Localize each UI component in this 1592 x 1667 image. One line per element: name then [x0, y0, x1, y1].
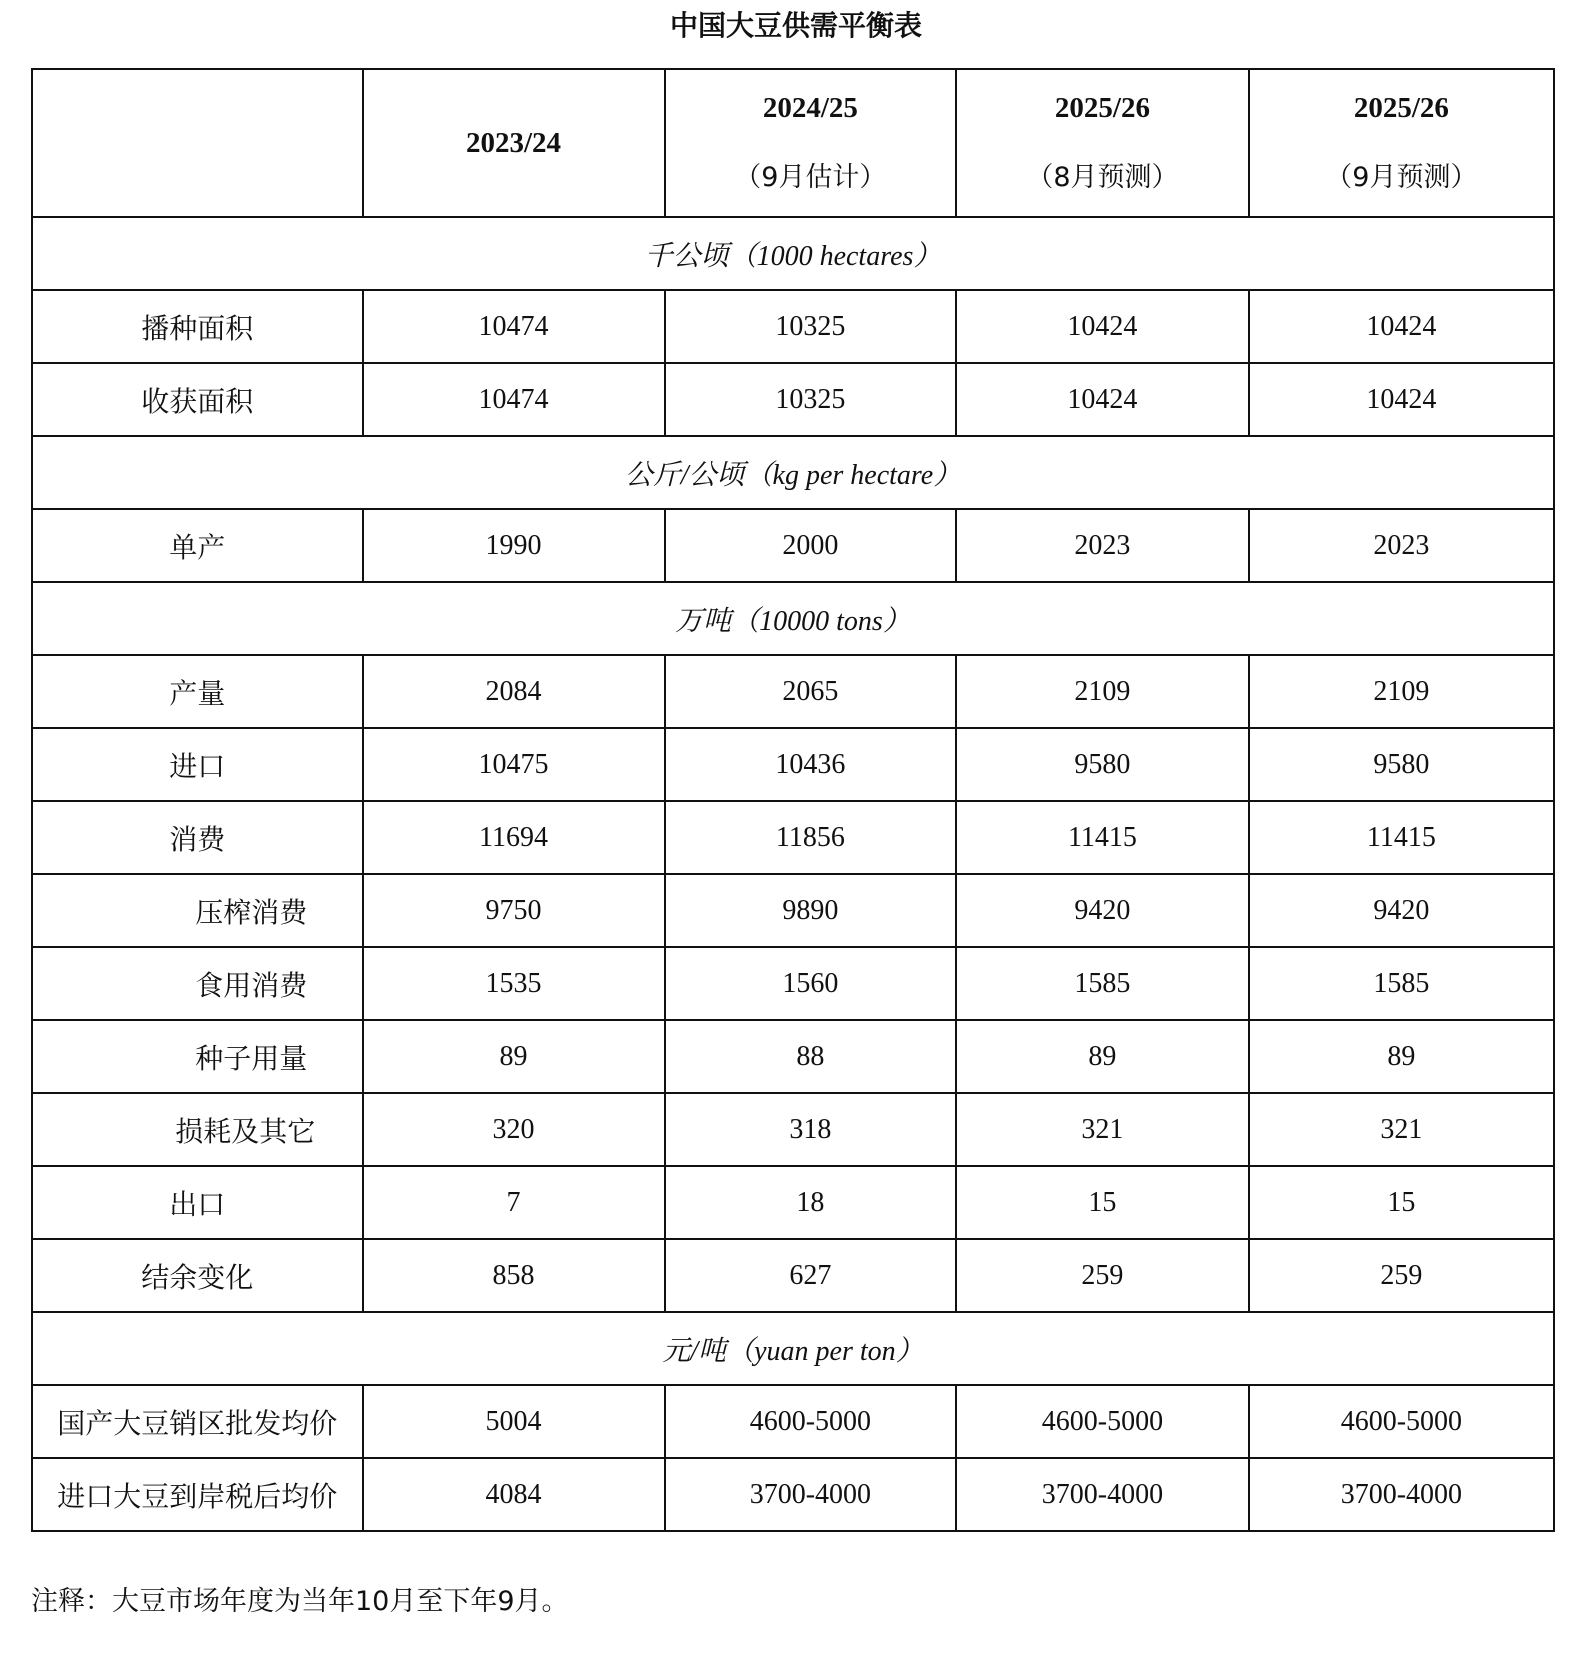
row-label: 消费	[32, 801, 363, 874]
table-cell: 15	[956, 1166, 1249, 1239]
column-subtitle: （8月预测）	[1026, 162, 1179, 193]
table-cell: 3700-4000	[1249, 1458, 1554, 1531]
column-header	[1249, 69, 1554, 217]
table-cell: 1990	[363, 509, 665, 582]
table-cell: 10325	[665, 290, 957, 363]
table-cell: 10474	[363, 290, 665, 363]
table-cell: 11856	[665, 801, 957, 874]
row-label: 出口	[32, 1166, 363, 1239]
column-year: 2023/24	[466, 126, 562, 159]
table-cell: 3700-4000	[956, 1458, 1249, 1531]
table-cell: 9420	[956, 874, 1249, 947]
table-cell: 2065	[665, 655, 957, 728]
row-label: 播种面积	[32, 290, 363, 363]
table-cell: 1585	[1249, 947, 1554, 1020]
table-row	[32, 1239, 1554, 1312]
table-cell: 4600-5000	[1249, 1385, 1554, 1458]
table-row	[32, 1385, 1554, 1458]
row-label: 种子用量	[32, 1020, 363, 1093]
table-row	[32, 1458, 1554, 1531]
table-cell: 5004	[363, 1385, 665, 1458]
table-cell: 9890	[665, 874, 957, 947]
column-header	[956, 69, 1249, 217]
row-label: 压榨消费	[32, 874, 363, 947]
table-cell: 9580	[956, 728, 1249, 801]
table-cell: 2000	[665, 509, 957, 582]
row-label: 进口大豆到岸税后均价	[32, 1458, 363, 1531]
row-label: 损耗及其它	[32, 1093, 363, 1166]
unit-row	[32, 217, 1554, 290]
table-cell: 858	[363, 1239, 665, 1312]
column-subtitle: （9月预测）	[1325, 162, 1478, 193]
table-row	[32, 874, 1554, 947]
table-cell: 4600-5000	[956, 1385, 1249, 1458]
table-cell: 2023	[956, 509, 1249, 582]
table-cell: 89	[363, 1020, 665, 1093]
table-cell: 2109	[956, 655, 1249, 728]
table-cell: 9420	[1249, 874, 1554, 947]
column-subtitle: （9月估计）	[734, 162, 887, 193]
table-row	[32, 363, 1554, 436]
table-cell: 18	[665, 1166, 957, 1239]
table-cell: 1535	[363, 947, 665, 1020]
table-cell: 1585	[956, 947, 1249, 1020]
table-cell: 4084	[363, 1458, 665, 1531]
table-row	[32, 947, 1554, 1020]
table-cell: 321	[956, 1093, 1249, 1166]
table-cell: 89	[1249, 1020, 1554, 1093]
table-row	[32, 655, 1554, 728]
table-cell: 321	[1249, 1093, 1554, 1166]
row-label: 国产大豆销区批发均价	[32, 1385, 363, 1458]
table-row	[32, 801, 1554, 874]
table-row	[32, 290, 1554, 363]
table-title: 中国大豆供需平衡表	[669, 9, 922, 42]
table-cell: 9750	[363, 874, 665, 947]
table-cell: 2109	[1249, 655, 1554, 728]
table-cell: 11415	[956, 801, 1249, 874]
table-cell: 10424	[956, 290, 1249, 363]
table-cell: 2023	[1249, 509, 1554, 582]
table-cell: 10424	[1249, 290, 1554, 363]
header-corner	[32, 69, 363, 217]
table-cell: 10475	[363, 728, 665, 801]
table-cell: 320	[363, 1093, 665, 1166]
unit-row	[32, 1312, 1554, 1385]
unit-label-yield: 公斤/公顷（kg per hectare）	[32, 436, 1554, 509]
table-cell: 7	[363, 1166, 665, 1239]
row-label: 产量	[32, 655, 363, 728]
table-cell: 259	[1249, 1239, 1554, 1312]
footnote: 注释：大豆市场年度为当年10月至下年9月。	[31, 1586, 569, 1617]
table-cell: 9580	[1249, 728, 1554, 801]
table-row	[32, 1020, 1554, 1093]
table-cell: 627	[665, 1239, 957, 1312]
row-label: 进口	[32, 728, 363, 801]
header-row	[32, 69, 1554, 217]
table-row	[32, 509, 1554, 582]
table-cell: 11694	[363, 801, 665, 874]
table-cell: 259	[956, 1239, 1249, 1312]
unit-row	[32, 436, 1554, 509]
column-year: 2025/26	[1353, 92, 1449, 124]
unit-label-price: 元/吨（yuan per ton）	[32, 1312, 1554, 1385]
row-label: 收获面积	[32, 363, 363, 436]
table-row	[32, 728, 1554, 801]
row-label: 食用消费	[32, 947, 363, 1020]
table-cell: 1560	[665, 947, 957, 1020]
table-cell: 318	[665, 1093, 957, 1166]
table-cell: 88	[665, 1020, 957, 1093]
unit-label-tons: 万吨（10000 tons）	[32, 582, 1554, 655]
column-year: 2025/26	[1054, 92, 1150, 124]
row-label: 单产	[32, 509, 363, 582]
supply-demand-table	[31, 68, 1555, 1532]
column-year: 2024/25	[762, 92, 858, 124]
table-cell: 10424	[956, 363, 1249, 436]
table-row	[32, 1093, 1554, 1166]
table-cell: 4600-5000	[665, 1385, 957, 1458]
unit-label-area: 千公顷（1000 hectares）	[32, 217, 1554, 290]
column-header	[363, 69, 665, 217]
table-cell: 10325	[665, 363, 957, 436]
table-cell: 10474	[363, 363, 665, 436]
table-cell: 11415	[1249, 801, 1554, 874]
table-cell: 15	[1249, 1166, 1554, 1239]
table-cell: 10436	[665, 728, 957, 801]
table-row	[32, 1166, 1554, 1239]
table-cell: 89	[956, 1020, 1249, 1093]
table-cell: 3700-4000	[665, 1458, 957, 1531]
table-cell: 2084	[363, 655, 665, 728]
row-label: 结余变化	[32, 1239, 363, 1312]
table-cell: 10424	[1249, 363, 1554, 436]
column-header	[665, 69, 957, 217]
unit-row	[32, 582, 1554, 655]
